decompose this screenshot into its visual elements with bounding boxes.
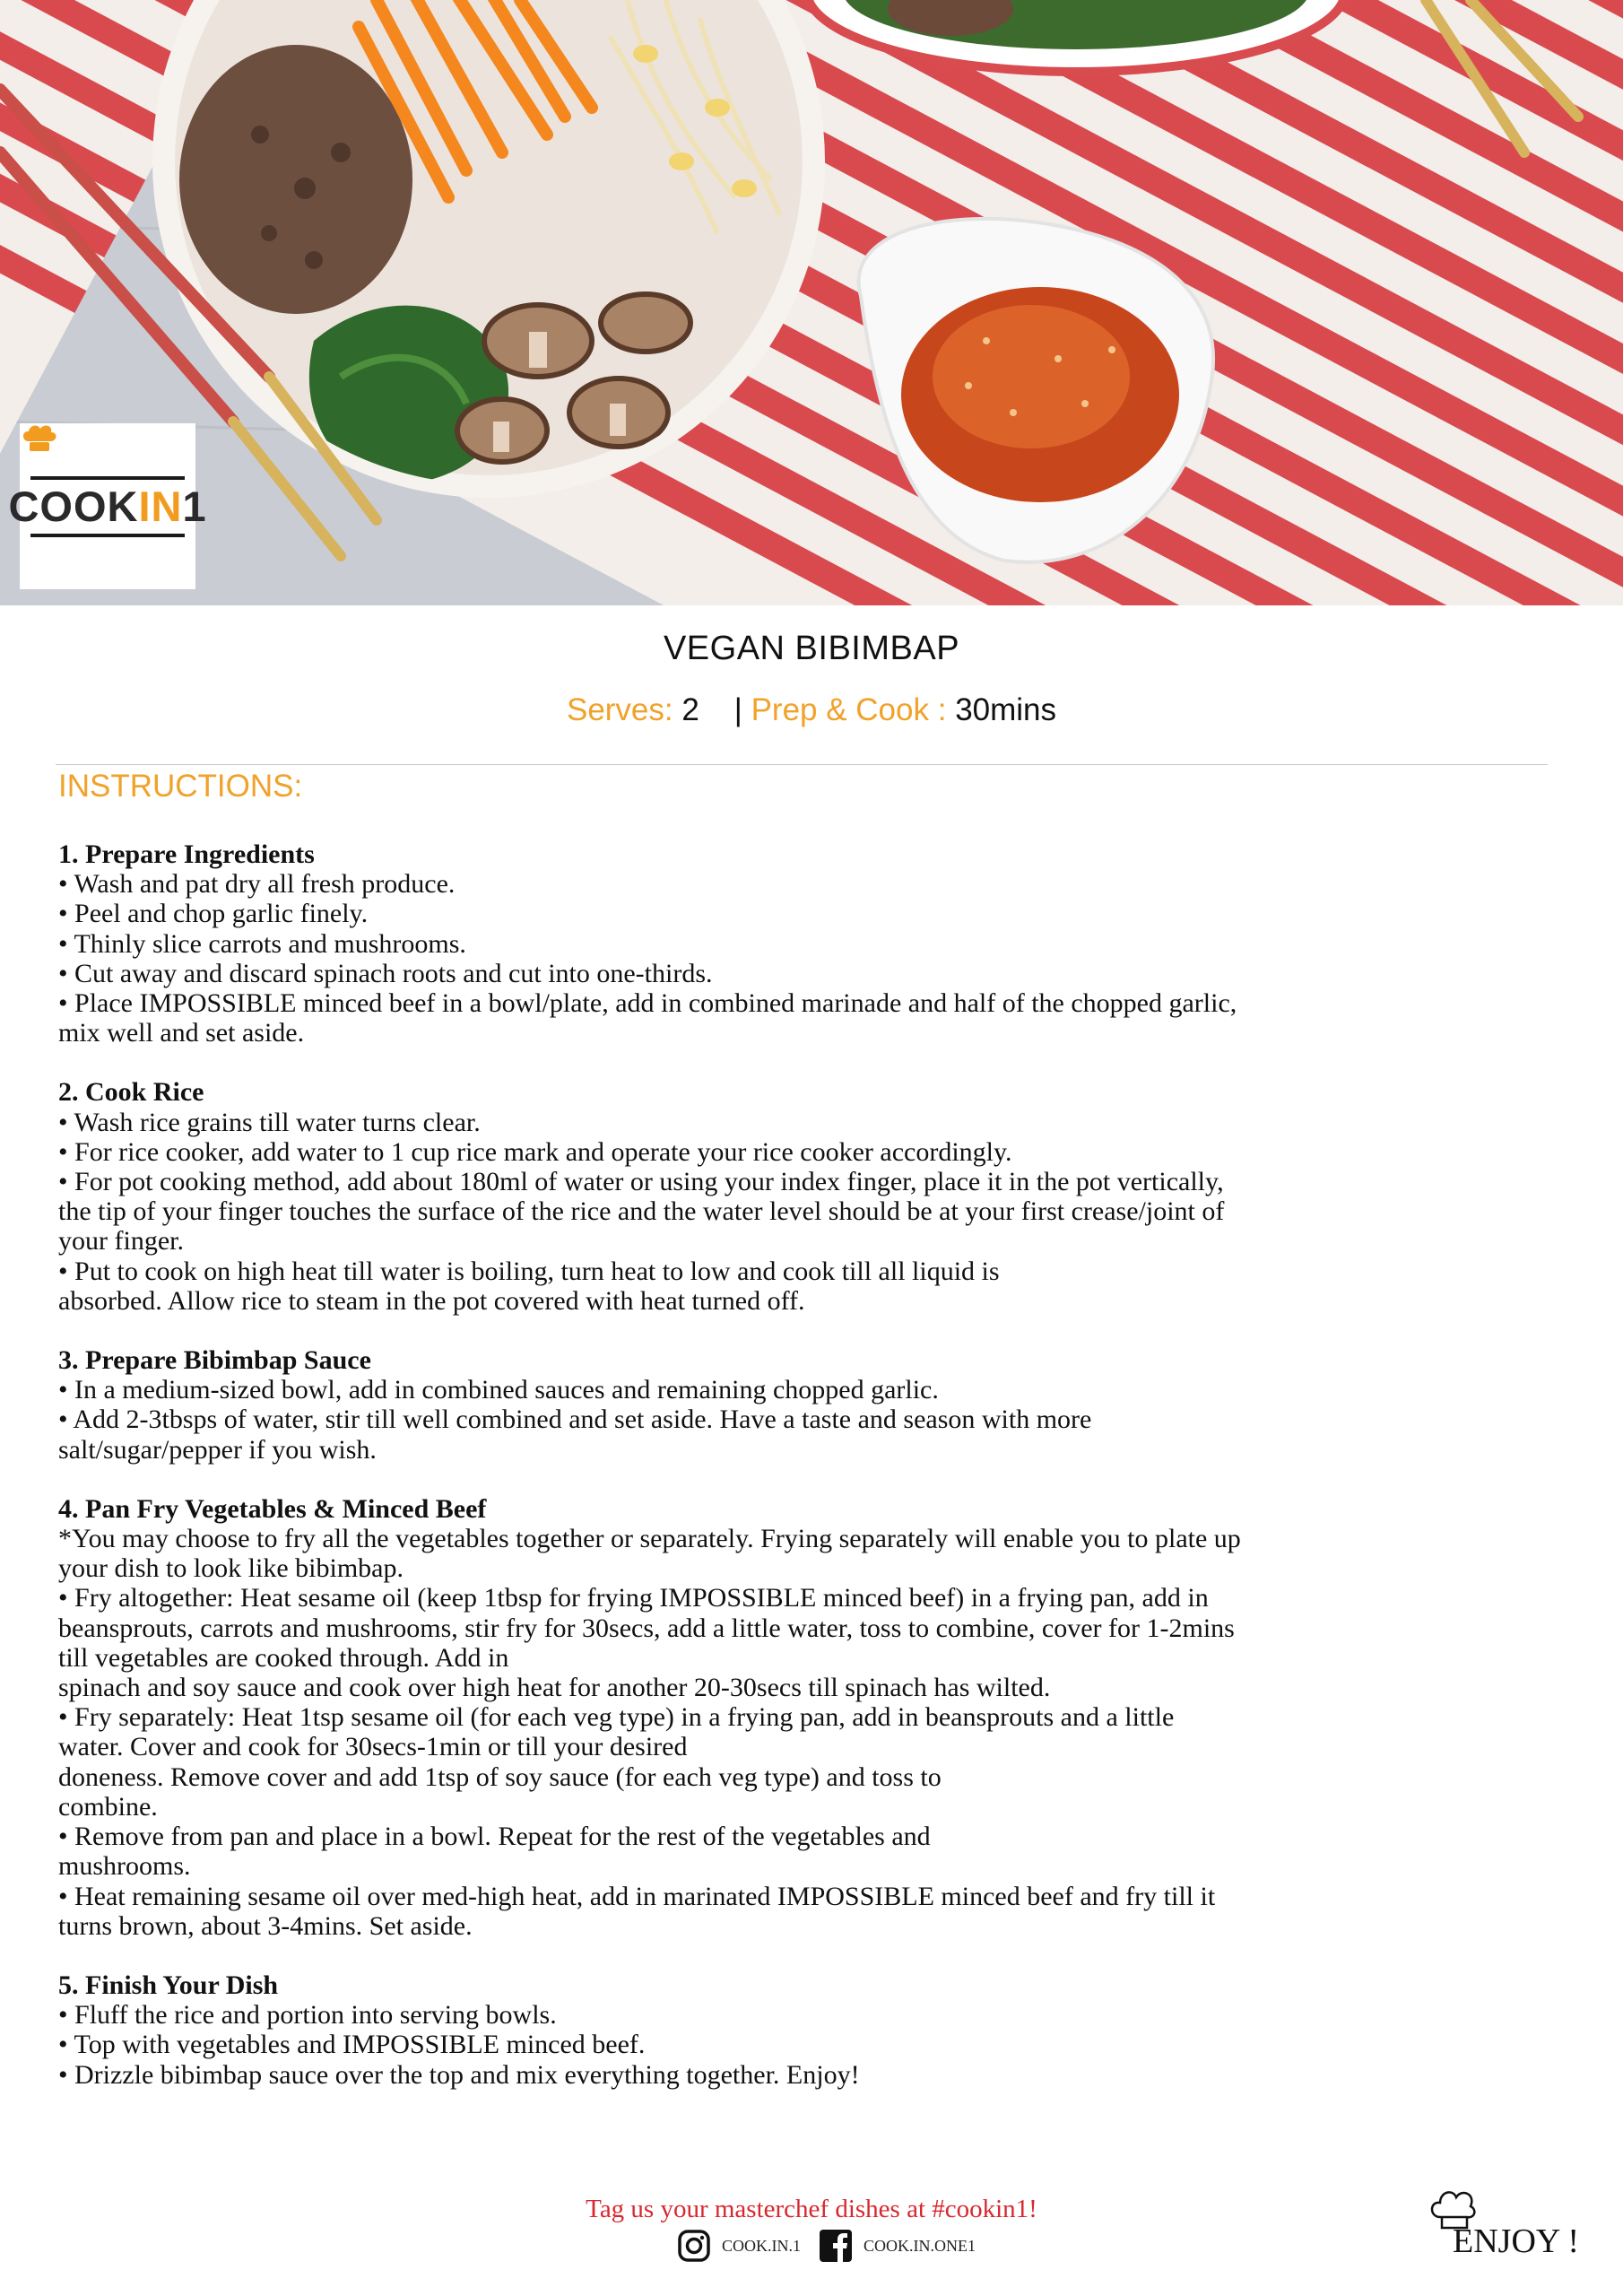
footer-tagline: Tag us your masterchef dishes at #cookin1! <box>586 2195 1037 2223</box>
prep-label: Prep & Cook : <box>751 692 947 727</box>
step-line: • Fry separately: Heat 1tsp sesame oil (for each veg type) in a frying pan, add in beansprouts and a little <box>58 1702 1175 1733</box>
step-line: mix well and set aside. <box>58 1018 305 1048</box>
step-line: doneness. Remove cover and add 1tsp of soy sauce (for each veg type) and toss to <box>58 1761 942 1792</box>
step-line: absorbed. Allow rice to steam in the pot covered with heat turned off. <box>58 1285 805 1316</box>
facebook-icon[interactable] <box>819 2229 853 2263</box>
brand-logo <box>8 423 207 589</box>
step-line: *You may choose to fry all the vegetables together or separately. Frying separately will enable you to plate up <box>58 1524 1241 1554</box>
logo-bottom-rule <box>30 534 185 537</box>
step-line: • For rice cooker, add water to 1 cup rice mark and operate your rice cooker accordingly. <box>58 1136 1012 1167</box>
step-spacer <box>58 1941 1574 1970</box>
step-line: mushrooms. <box>58 1851 191 1882</box>
step-spacer <box>58 1316 1574 1345</box>
step-line: combine. <box>58 1791 158 1822</box>
instructions-body <box>58 839 1574 2090</box>
step-3 <box>58 1345 1574 1465</box>
step-line: the tip of your finger touches the surface of the rice and the water level should be at your first crease/joint of <box>58 1196 1225 1227</box>
step-line: salt/sugar/pepper if you wish. <box>58 1434 377 1465</box>
serves-value: 2 <box>681 692 699 727</box>
step-2 <box>58 1077 1574 1316</box>
step-line: till vegetables are cooked through. Add in <box>58 1642 509 1673</box>
step-line: • Drizzle bibimbap sauce over the top and mix everything together. Enjoy! <box>58 2059 860 2090</box>
hero-photo <box>0 0 1623 605</box>
step-line: beansprouts, carrots and mushrooms, stir fry for 30secs, add a little water, toss to combine, cover for 1-2mins <box>58 1613 1235 1643</box>
step-line: • Wash and pat dry all fresh produce. <box>58 869 456 900</box>
step-line: • Remove from pan and place in a bowl. Repeat for the rest of the vegetables and <box>58 1822 931 1852</box>
step-line: • Place IMPOSSIBLE minced beef in a bowl/plate, add in combined marinade and half of the chopped garlic, <box>58 988 1237 1019</box>
step-line: your dish to look like bibimbap. <box>58 1553 404 1584</box>
step-line: • Add 2-3tbsps of water, stir till well combined and set aside. Have a taste and season with more <box>58 1405 1092 1435</box>
step-spacer <box>58 1048 1574 1077</box>
prep-value: 30mins <box>955 692 1057 727</box>
step-line: • Top with vegetables and IMPOSSIBLE minced beef. <box>58 2030 646 2060</box>
step-line: • Put to cook on high heat till water is boiling, turn heat to low and cook till all liquid is <box>58 1256 1000 1286</box>
step-spacer <box>58 1465 1574 1494</box>
step-title: 5. Finish Your Dish <box>58 1970 279 2000</box>
step-line: • Peel and chop garlic finely. <box>58 899 369 929</box>
step-line: turns brown, about 3-4mins. Set aside. <box>58 1910 473 1941</box>
social-handles <box>677 2226 994 2266</box>
bibimbap-photo-illustration <box>0 0 1623 605</box>
step-title: 1. Prepare Ingredients <box>58 839 315 869</box>
step-line: • Cut away and discard spinach roots and cut into one-thirds. <box>58 958 713 988</box>
step-5 <box>58 1970 1574 2090</box>
step-line: your finger. <box>58 1226 184 1257</box>
step-line: • In a medium-sized bowl, add in combined sauces and remaining chopped garlic. <box>58 1375 939 1405</box>
instructions-heading: INSTRUCTIONS: <box>58 769 303 804</box>
step-title: 4. Pan Fry Vegetables & Minced Beef <box>58 1493 487 1524</box>
step-1 <box>58 839 1574 1048</box>
recipe-meta <box>0 692 1623 728</box>
step-line: • Heat remaining sesame oil over med-high heat, add in marinated IMPOSSIBLE minced beef and fry till it <box>58 1881 1216 1911</box>
step-line: • Fluff the rice and portion into serving bowls. <box>58 2000 557 2031</box>
facebook-handle[interactable]: COOK.IN.ONE1 <box>864 2236 976 2255</box>
step-4 <box>58 1494 1574 1941</box>
instagram-icon[interactable] <box>677 2229 711 2263</box>
instagram-handle[interactable]: COOK.IN.1 <box>722 2236 801 2255</box>
step-line: • Fry altogether: Heat sesame oil (keep 1tbsp for frying IMPOSSIBLE minced beef) in a frying pan, add in <box>58 1583 1209 1613</box>
header-divider <box>56 764 1548 765</box>
logo-wordmark: COOKIN1 <box>8 482 207 530</box>
enjoy-sign-off: ENJOY ! <box>1453 2222 1580 2260</box>
step-line: • Wash rice grains till water turns clear. <box>58 1107 481 1137</box>
step-title: 3. Prepare Bibimbap Sauce <box>58 1345 371 1376</box>
serves-label: Serves: <box>566 692 673 727</box>
step-line: • For pot cooking method, add about 180ml of water or using your index finger, place it in the pot vertically, <box>58 1167 1224 1197</box>
step-line: water. Cover and cook for 30secs-1min or till your desired <box>58 1732 688 1762</box>
meta-separator: | <box>733 692 742 727</box>
step-title: 2. Cook Rice <box>58 1077 204 1108</box>
step-line: spinach and soy sauce and cook over high heat for another 20-30secs till spinach has wilted. <box>58 1673 1051 1703</box>
chef-hat-icon <box>20 423 59 454</box>
recipe-title: VEGAN BIBIMBAP <box>663 630 960 667</box>
step-line: • Thinly slice carrots and mushrooms. <box>58 928 466 959</box>
